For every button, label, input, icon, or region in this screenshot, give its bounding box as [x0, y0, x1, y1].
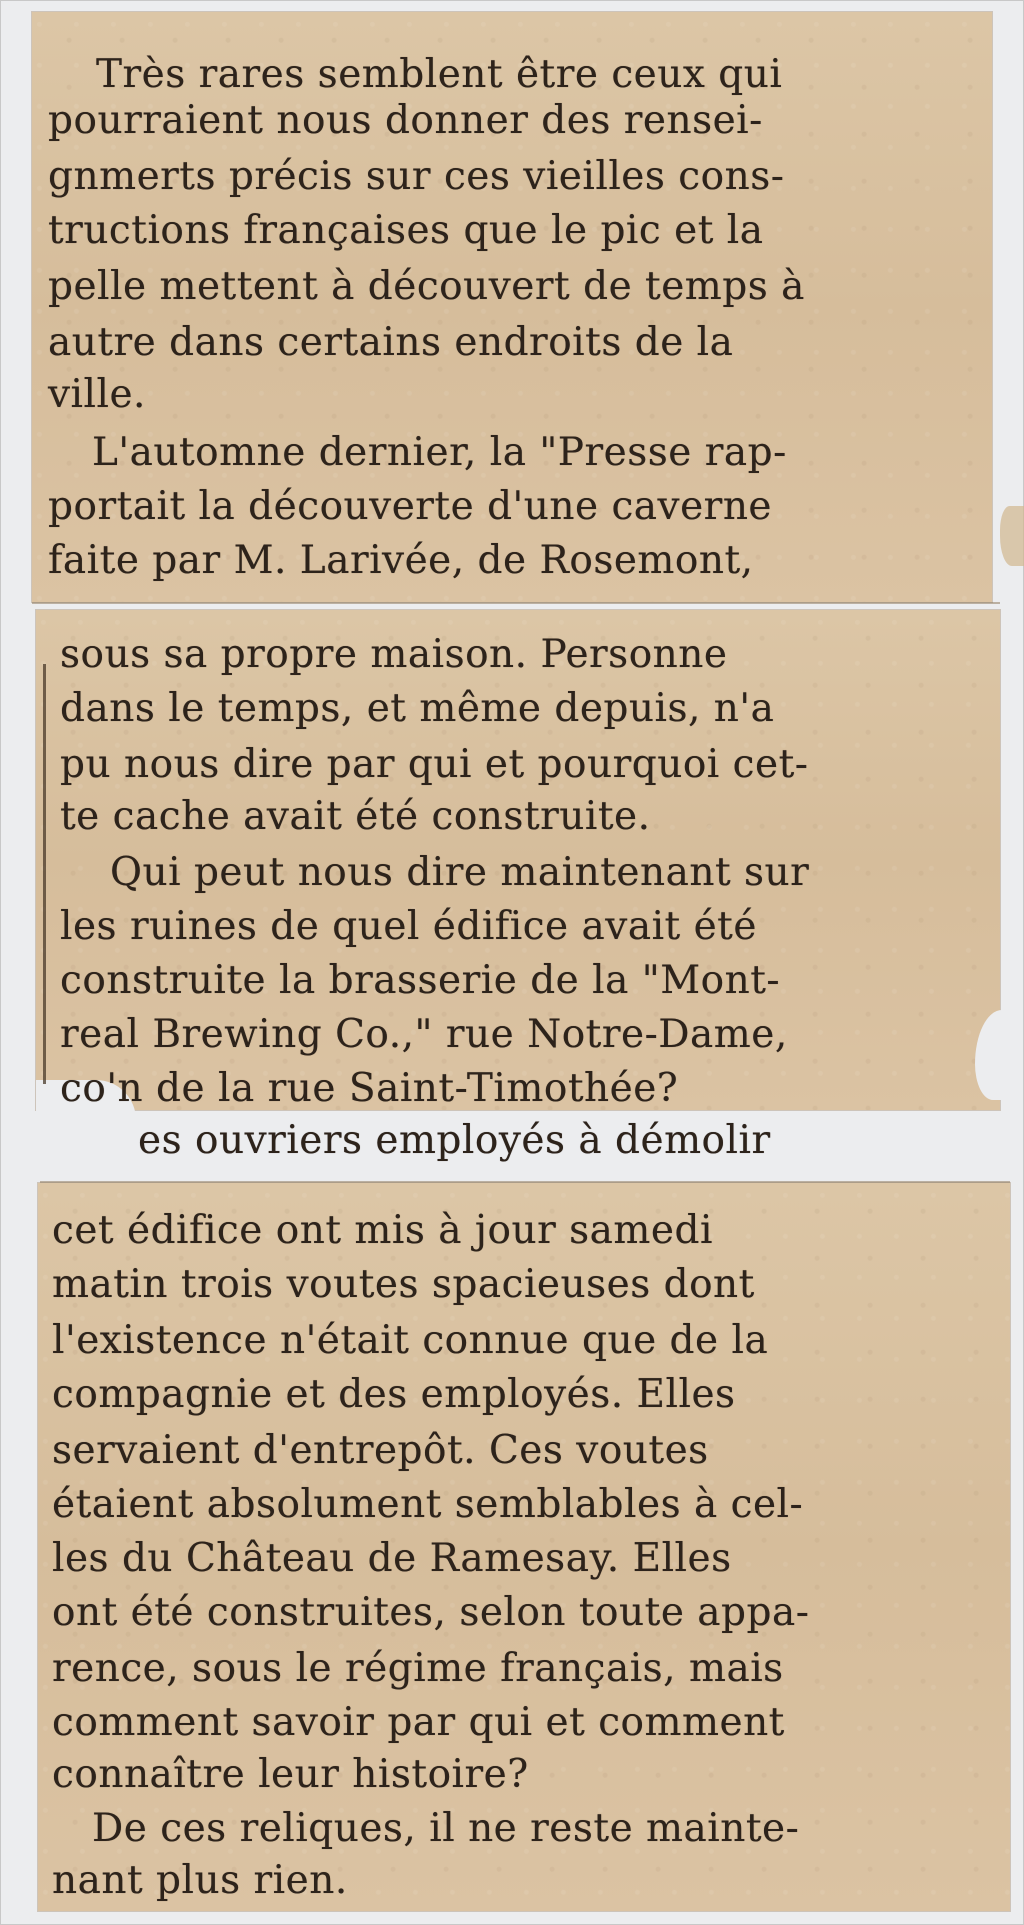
text-line: real Brewing Co.," rue Notre-Dame, [60, 1012, 788, 1057]
text-line: faite par M. Larivée, de Rosemont, [48, 538, 754, 583]
text-line: construite la brasserie de la "Mont- [60, 958, 781, 1003]
clipping-seam [32, 602, 1000, 604]
text-line: Qui peut nous dire maintenant sur [110, 850, 810, 895]
text-line: les du Château de Ramesay. Elles [52, 1536, 732, 1581]
text-line: Très rares semblent être ceux qui [96, 52, 783, 97]
text-line: rence, sous le régime français, mais [52, 1646, 784, 1691]
text-line: gnmerts précis sur ces vieilles cons- [48, 154, 785, 199]
text-line: co'n de la rue Saint-Timothée? [60, 1066, 679, 1111]
text-line: pourraient nous donner des rensei- [48, 98, 763, 143]
text-line: sous sa propre maison. Personne [60, 632, 728, 677]
text-line: portait la découverte d'une caverne [48, 484, 773, 529]
text-line: te cache avait été construite. [60, 794, 651, 839]
paper-stain [1000, 506, 1024, 566]
text-line: étaient absolument semblables à cel- [52, 1482, 804, 1527]
text-line: L'automne dernier, la "Presse rap- [92, 430, 787, 475]
text-line: servaient d'entrepôt. Ces voutes [52, 1428, 709, 1473]
text-line: pelle mettent à découvert de temps à [48, 264, 805, 309]
text-line: matin trois voutes spacieuses dont [52, 1262, 755, 1307]
text-line: les ruines de quel édifice avait été [60, 904, 757, 949]
text-line: compagnie et des employés. Elles [52, 1372, 736, 1417]
text-line: nant plus rien. [52, 1858, 348, 1903]
column-rule [43, 664, 46, 1084]
text-line: es ouvriers employés à démolir [138, 1118, 771, 1163]
text-line: De ces reliques, il ne reste mainte- [92, 1806, 800, 1851]
clipping-seam [40, 1181, 1010, 1183]
text-line: l'existence n'était connue que de la [52, 1318, 769, 1363]
text-line: comment savoir par qui et comment [52, 1700, 785, 1745]
text-line: dans le temps, et même depuis, n'a [60, 686, 775, 731]
text-line: connaître leur histoire? [52, 1752, 529, 1797]
text-line: ont été construites, selon toute appa- [52, 1590, 810, 1635]
text-line: cet édifice ont mis à jour samedi [52, 1208, 713, 1253]
text-line: ville. [48, 372, 146, 417]
text-line: tructions françaises que le pic et la [48, 208, 764, 253]
text-line: pu nous dire par qui et pourquoi cet- [60, 742, 809, 787]
text-line: autre dans certains endroits de la [48, 320, 734, 365]
